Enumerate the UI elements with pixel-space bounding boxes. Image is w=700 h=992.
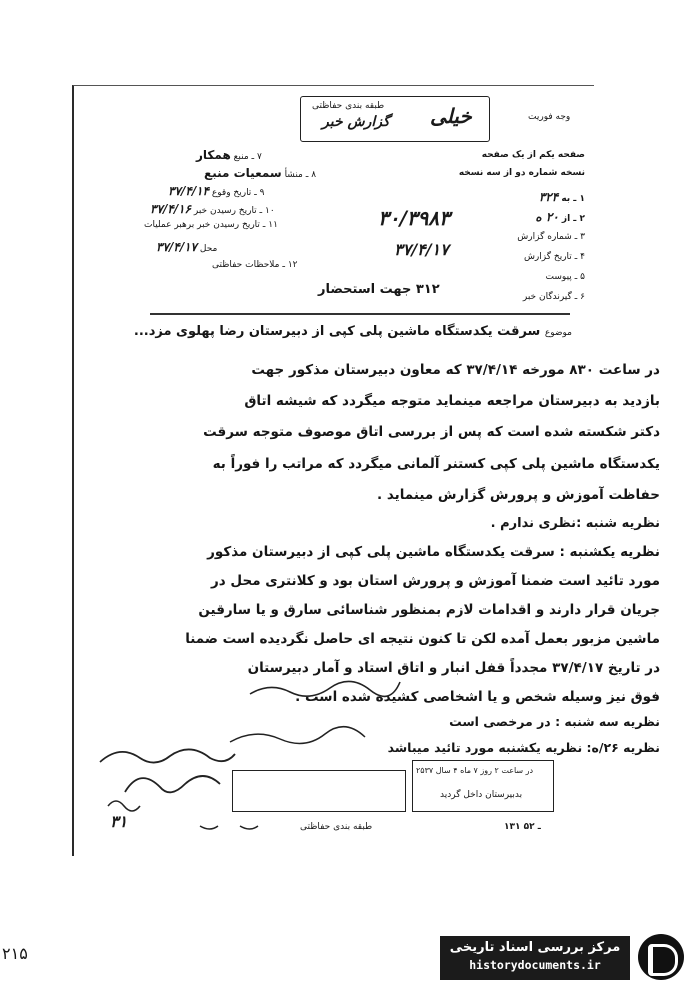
report-type: گزارش خبر [322,114,390,130]
opinion-final: نظریه ۲۶/ه: نظریه یکشنبه مورد تائید میباشد [387,740,660,755]
margin-number: ۳۱ [110,812,128,831]
field-to: ۱ ـ به ۳۲۴ [538,190,585,204]
recipients-value: ۳۱۲ جهت استحضار [318,282,440,297]
opinion-saturday: نظریه شنبه :نظری ندارم . [490,516,660,531]
field-ops-date: ۱۱ ـ تاریخ رسیدن خبر برهبر عملیات [144,220,278,230]
watermark-url[interactable]: historydocuments.ir [469,958,601,972]
bottom-stamp-box [232,770,406,812]
registry-line-2: بدبیرستان داخل گردید [440,790,523,800]
opinion-sunday-5: در تاریخ ۳۷/۴/۱۷ مجدداً قفل انبار و اتاق استاد و آمار دبیرستان [247,660,660,676]
urgency-label: وجه فوریت [528,112,571,122]
opinion-sunday-6: فوق نیز وسیله شخص و یا اشخاصی کشیده شده است . [295,689,660,705]
watermark-title: مرکز بررسی اسناد تاریخی [449,940,621,955]
registry-line-1: در ساعت ۲ روز ۷ ماه ۴ سال ۲۵۳۷ [416,766,534,775]
field-origin: ۸ ـ منشأ سمعیات منبع [204,166,317,180]
form-code: ۱۳۱ ـ ۵۲ [504,822,541,832]
footer-classification: طبقه بندی حفاظتی [300,822,373,832]
body-line-3: دکتر شکسته شده است که پس از بررسی اتاق موصوف متوجه سرقت [203,424,660,440]
body-line-5: حفاظت آموزش و پرورش گزارش مینماید . [377,487,660,503]
field-occurrence-date: ۹ ـ تاریخ وقوع ۳۷/۴/۱۴ [168,184,265,198]
opinion-sunday-3: جریان قرار دارند و اقدامات لازم بمنظور شناسائی سارق و یا سارقین [198,602,660,618]
field-security-notes: ۱۲ ـ ملاحظات حفاظتی [212,260,298,270]
field-received-date: ۱۰ ـ تاریخ رسیدن خبر ۳۷/۴/۱۶ [150,202,275,216]
watermark-box [440,936,630,980]
opinion-tuesday: نظریه سه شنبه : در مرخصی است [449,714,660,729]
document-logo-icon [638,934,684,980]
subject-line: موضوع سرقت یکدستگاه ماشین پلی کپی از دبیرستان رضا پهلوی مزد... [133,324,572,339]
secret-mark: خیلی [430,104,472,128]
header-divider [150,313,570,315]
report-date-value: ۳۷/۴/۱۷ [394,240,449,259]
page-label: صفحه یکم از یک صفحه [481,150,585,160]
body-line-1: در ساعت ۸۳۰ مورخه ۳۷/۴/۱۴ که معاون دبیرستان مذکور جهت [251,362,660,378]
opinion-sunday-4: ماشین مزبور بعمل آمده لکن تا کنون نتیجه ای حاصل نگردیده است ضمنا [185,631,660,647]
report-number-value: ۳۰/۳۹۸۳ [378,206,450,230]
page-number: ۲۱۵ [2,944,28,963]
field-attachment: ۵ ـ پیوست [545,272,585,282]
opinion-sunday-1: نظریه یکشنبه : سرقت یکدستگاه ماشین پلی کپی از دبیرستان مذکور [207,544,660,560]
classification-stamp: طبقه بندی حفاظتی [312,101,385,111]
field-from: ۲ ـ از ۲۰ ه [535,210,585,224]
field-report-number: ۳ ـ شماره گزارش [517,232,585,242]
copy-number: نسخه شماره دو از سه نسخه [458,168,585,178]
field-location: محل ۳۷/۴/۱۷ [156,240,218,254]
field-recipients: ۶ ـ گیرندگان خبر [522,292,585,302]
field-report-date: ۴ ـ تاریخ گزارش [523,252,585,262]
field-source: ۷ ـ منبع همکار [196,148,262,162]
opinion-sunday-2: مورد تائید است ضمنا آموزش و پرورش استان بود و کلانتری محل در [211,573,660,589]
body-line-4: یکدستگاه ماشین پلی کپی کستنر آلمانی میگردد که مراتب را فوراً به [212,456,660,472]
body-line-2: بازدید به دبیرستان مراجعه مینماید متوجه میگردد که شیشه اتاق [244,393,660,409]
